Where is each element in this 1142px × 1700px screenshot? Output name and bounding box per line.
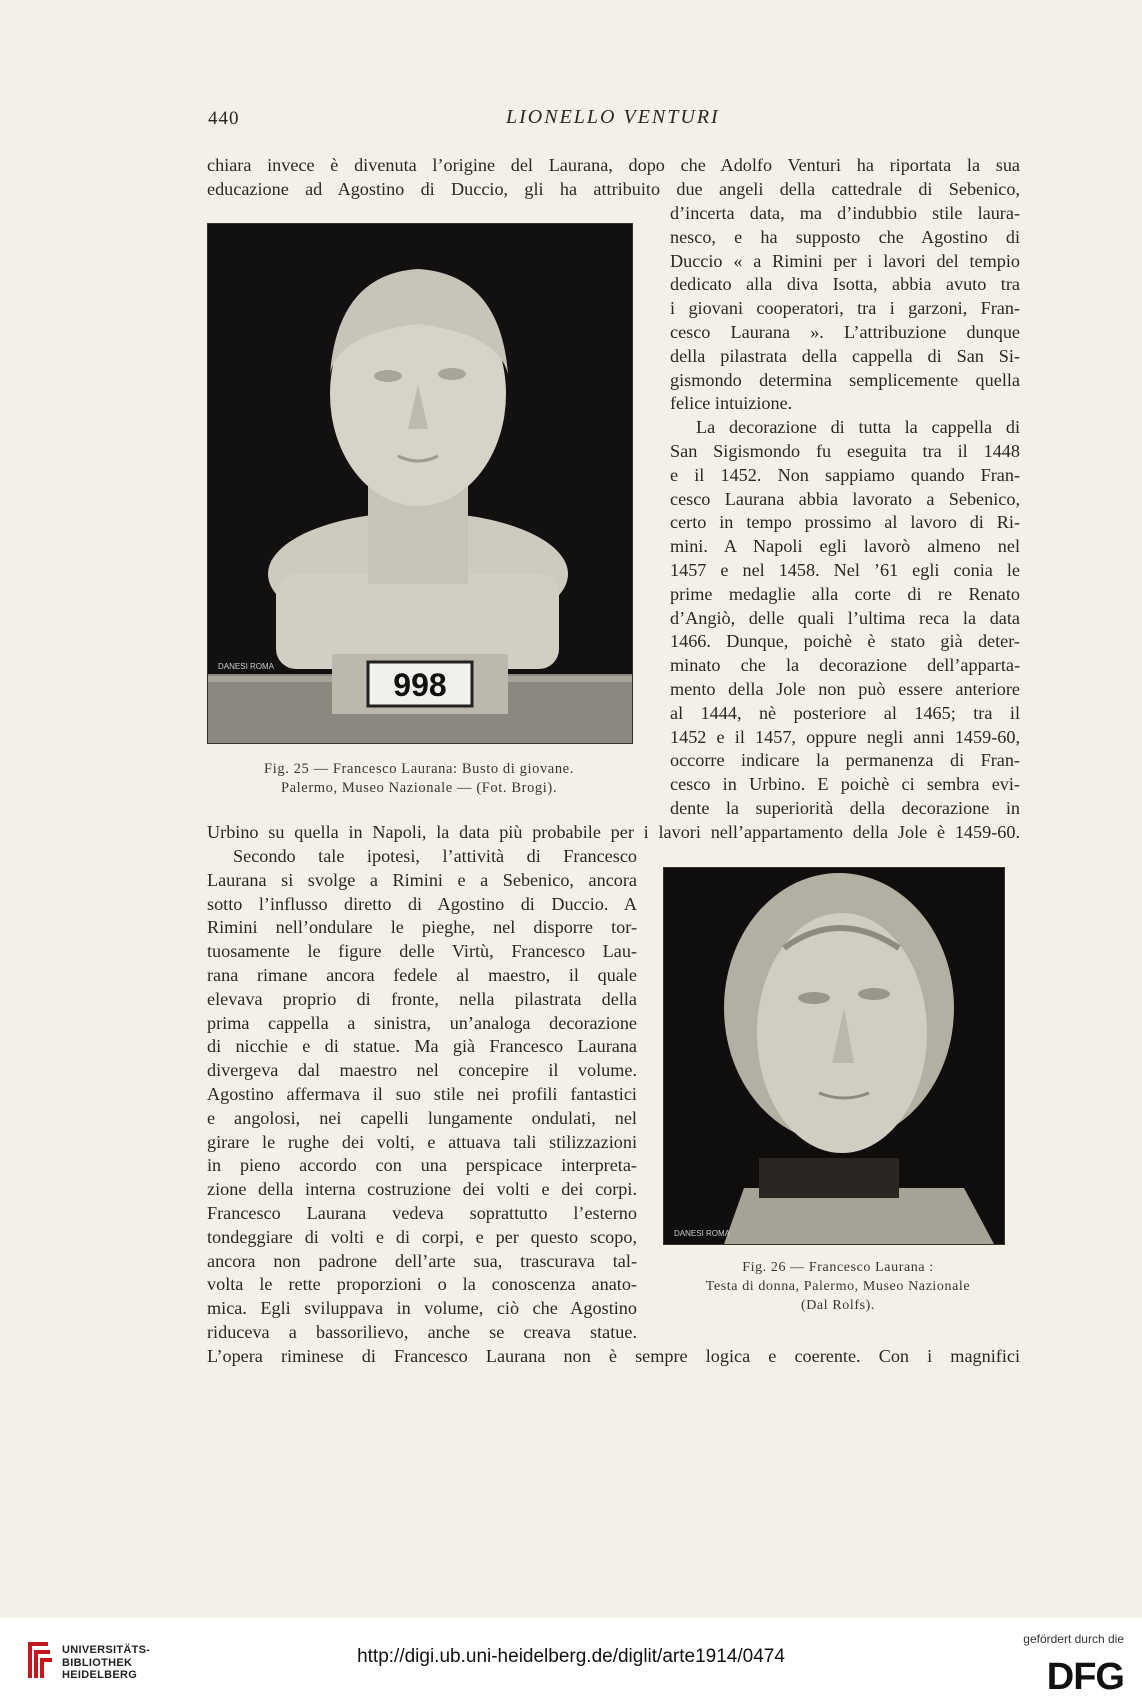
figure-26-caption: [663, 1258, 1013, 1315]
bust-of-youth-image: [208, 224, 632, 743]
text-line: prime medaglie alla corte di re Renato: [670, 583, 1020, 604]
text-line: al 1444, nè posteriore al 1465; tra il: [670, 702, 1020, 723]
text-line: gismondo determina semplicemente quella: [670, 369, 1020, 390]
figure-25-photo: [207, 223, 633, 744]
text-line: nesco, e ha supposto che Agostino di: [670, 226, 1020, 247]
text-line: 1452 e il 1457, oppure negli anni 1459-60,: [670, 726, 1020, 747]
text-line: occorre indicare la permanenza di Fran-: [670, 750, 1020, 771]
page-number: 440: [208, 108, 240, 129]
closing-paragraph: [207, 1345, 1020, 1369]
text-line: rana rimane ancora fedele al maestro, il quale: [207, 964, 637, 985]
text-line: Secondo tale ipotesi, l’attività di Francesco: [233, 846, 637, 866]
caption-line: Fig. 26 — Francesco Laurana :: [742, 1260, 934, 1275]
text-line: 1466. Dunque, poichè è stato già deter-: [670, 631, 1020, 652]
funder-label: gefördert durch die: [1023, 1632, 1124, 1646]
caption-line: Palermo, Museo Nazionale — (Fot. Brogi).: [280, 780, 558, 796]
head-of-woman-image: [664, 868, 1004, 1244]
figure-25-caption: [207, 760, 631, 798]
caption-line: Testa di donna, Palermo, Museo Nazionale: [705, 1279, 971, 1294]
text-line: divergeva dal maestro nel concepire il volume.: [207, 1060, 637, 1081]
text-line: girare le rughe dei volti, e attuava tali stilizzazioni: [207, 1131, 637, 1152]
text-line: della pilastrata della cappella di San Si-: [670, 345, 1020, 366]
library-name-line: BIBLIOTHEK: [62, 1656, 133, 1669]
text-line: mento della Jole non può essere anteriore: [670, 678, 1020, 699]
text-line: di nicchie e di statue. Ma già Francesco Laurana: [207, 1036, 637, 1057]
text-line: certo in tempo prossimo al lavoro di Ri-: [670, 512, 1020, 533]
text-line: mini. A Napoli egli lavorò almeno nel: [670, 536, 1020, 557]
text-line: Duccio « a Rimini per i lavori del tempio: [670, 250, 1020, 271]
text-line: riduceva a bassorilievo, anche se creava statue.: [207, 1321, 637, 1342]
text-line: tondeggiare di volti e di corpi, e per questo scopo,: [207, 1226, 637, 1247]
text-line: e angolosi, nei capelli lungamente ondulati, nel: [207, 1107, 637, 1128]
permalink-url[interactable]: http://digi.ub.uni-heidelberg.de/diglit/arte1914/0474: [357, 1646, 785, 1667]
library-name-line: UNIVERSITÄTS-: [62, 1644, 151, 1656]
caption-line: Fig. 25 — Francesco Laurana: Busto di giovane.: [264, 761, 574, 777]
running-title: LIONELLO VENTURI: [506, 106, 720, 128]
middle-paragraph: [207, 821, 1020, 845]
photographer-stamp: DANESI ROMA: [674, 1229, 731, 1238]
plaque-number: 998: [393, 667, 447, 703]
text-line: sotto l’influsso diretto di Agostino di Duccio. A: [207, 893, 637, 914]
text-line: mica. Egli sviluppava in volume, ciò che Agostino: [207, 1298, 637, 1319]
photographer-stamp: DANESI ROMA: [218, 662, 275, 671]
left-column-paragraph: [207, 845, 637, 1345]
text-line: 1457 e nel 1458. Nel ’61 egli conia le: [670, 559, 1020, 580]
text-line: Laurana si svolge a Rimini e a Sebenico, ancora: [207, 869, 637, 890]
text-line: chiara invece è divenuta l’origine del Laurana, dopo che Adolfo Venturi ha riportata la sua: [207, 155, 1020, 175]
text-line: cesco Laurana ». L’attribuzione dunque: [670, 321, 1020, 342]
figure-26-photo: [663, 867, 1005, 1245]
text-line: Agostino affermava il suo stile nei profili fantastici: [207, 1083, 637, 1104]
text-line: ancora non padrone dell’arte sua, trascurava tal-: [207, 1250, 637, 1271]
text-line: i giovani cooperatori, tra i garzoni, Fran-: [670, 298, 1020, 319]
text-line: felice intuizione.: [670, 393, 793, 414]
top-paragraph: [207, 154, 1020, 202]
text-line: San Sigismondo fu eseguita tra il 1448: [670, 440, 1020, 461]
text-line: Rimini nell’ondulare le pieghe, nel disporre tor-: [207, 917, 637, 938]
text-line: minato che la decorazione dell’apparta-: [670, 655, 1020, 676]
text-line: L’opera riminese di Francesco Laurana non è sempre logica e coerente. Con i magnifici: [207, 1346, 1020, 1366]
text-line: tuosamente le figure delle Virtù, Francesco Lau-: [207, 941, 637, 962]
text-line: cesco in Urbino. E poichè ci sembra evi-: [670, 774, 1020, 795]
text-line: cesco Laurana abbia lavorato a Sebenico,: [670, 488, 1020, 509]
text-line: educazione ad Agostino di Duccio, gli ha attribuito due angeli della cattedrale di Sebenico,: [207, 178, 1020, 199]
text-line: volta le rette proporzioni o la conoscenza anato-: [207, 1274, 637, 1295]
text-line: elevava proprio di fronte, nella pilastrata della: [207, 988, 637, 1009]
text-line: Francesco Laurana vedeva soprattutto l’esterno: [207, 1202, 637, 1223]
text-line: dedicato alla diva Isotta, abbia avuto tra: [670, 274, 1020, 295]
text-line: in pieno accordo con una perspicace interpreta-: [207, 1155, 637, 1176]
text-line: prima cappella a sinistra, un’analoga decorazione: [207, 1012, 637, 1033]
text-line: e il 1452. Non sappiamo quando Fran-: [670, 464, 1020, 485]
dfg-logo: DFG: [1046, 1656, 1124, 1698]
text-line: zione della interna costruzione dei volti e dei corpi.: [207, 1179, 637, 1200]
text-line: Urbino su quella in Napoli, la data più probabile per i lavori nell’appartamento della Jole è 1459-60.: [207, 822, 1020, 842]
text-line: d’incerta data, ma d’indubbio stile laura-: [670, 203, 1020, 223]
library-name-line: HEIDELBERG: [62, 1669, 138, 1681]
text-line: dente la superiorità della decorazione in: [670, 797, 1020, 818]
viewer-footer: [0, 1618, 1142, 1700]
right-column-paragraphs: [670, 202, 1020, 821]
text-line: La decorazione di tutta la cappella di: [696, 417, 1020, 438]
text-line: d’Angiò, delle quali l’ultima reca la data: [670, 607, 1020, 628]
caption-line: (Dal Rolfs).: [800, 1298, 876, 1313]
